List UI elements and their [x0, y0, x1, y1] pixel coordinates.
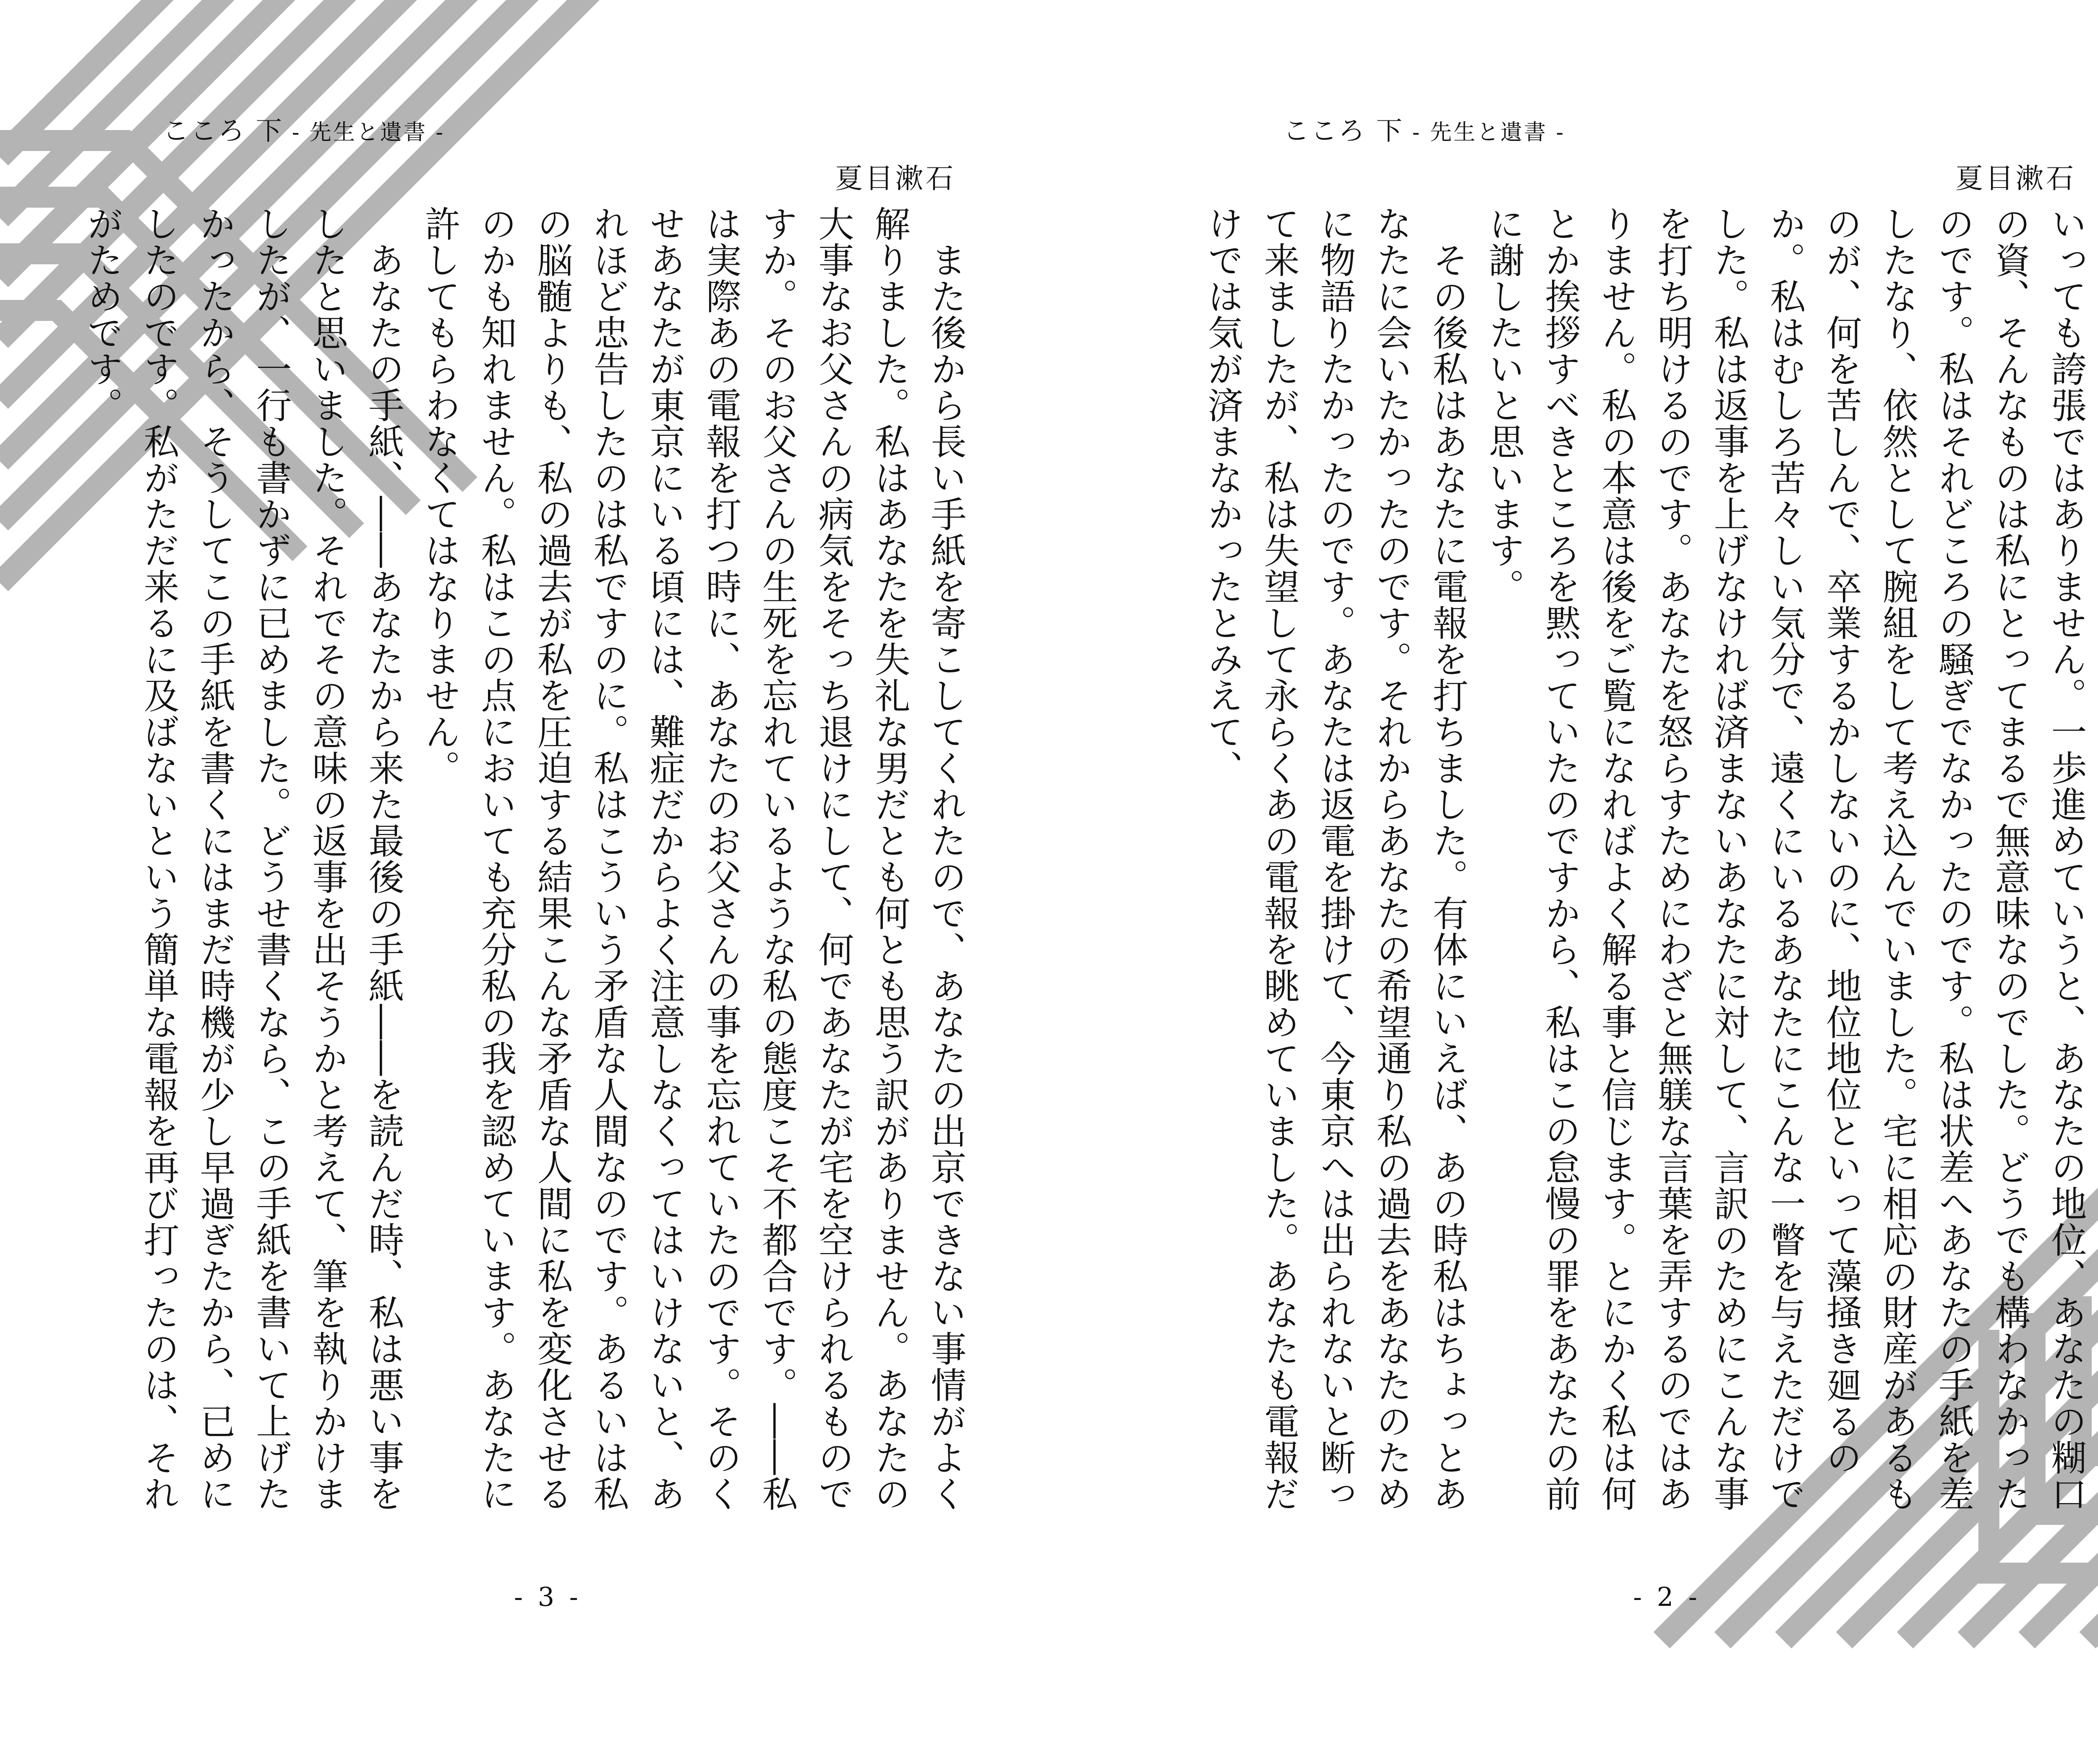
- page-right: [1120, 0, 2098, 1764]
- page-number-3: - 3 -: [514, 1582, 582, 1612]
- book-title: こころ 下: [163, 115, 284, 146]
- book-title-right: こころ 下: [1283, 115, 1404, 146]
- book-subtitle-right: - 先生と遺書 -: [1412, 120, 1565, 145]
- page-number-2: - 2 -: [1633, 1582, 1701, 1612]
- book-subtitle: - 先生と遺書 -: [292, 120, 445, 145]
- book-title-header-right: [1283, 110, 1565, 147]
- body-text-page-3: また後から長い手紙を寄こしてくれたので、あなたの出京できない事情がよく解りました。私はあなたを失礼な男だとも何とも思う訳がありません。あなたの大事なお父さんの病気をそっち退けにして、何であなたが宅を空けられるものですか。そのお父さんの生死を忘れているような私の態度こそ不都合です。――私は実際あの電報を打つ時に、あなたのお父さんの事を忘れていたのです。そのくせあなたが東京にいる頃には、難症だからよく注意しなくってはいけないと、あれほど忠告したのは私ですのに。私はこういう矛盾な人間なのです。あるいは私の脳髄よりも、私の過去が私を圧迫する結果こんな矛盾な人間に私を変化させるのかも知れません。私はこの点においても充分私の我を認めています。あなたに許してもらわなくてはなりません。 あなたの手紙、――あなたから来た最後の手紙――を読んだ時、私は悪い事をしたと思いました。それでその意味の返事を出そうかと考えて、筆を執りかけましたが、一行も書かずに已めました。どうせ書くなら、この手紙を書いて上げたかったから、そうしてこの手紙を書くにはまだ時機が少し早過ぎたから、已めにしたのです。私がただ来るに及ばないという簡単な電報を再び打ったのは、それがためです。: [81, 206, 966, 1512]
- body-text-page-2: いっても誇張ではありません。一歩進めていうと、あなたの地位、あなたの糊口の資、そんなものは私にとってまるで無意味なのでした。どうでも構わなかったのです。私はそれどころの騒ぎでなかったのです。私は状差へあなたの手紙を差したなり、依然として腕組をして考え込んでいました。宅に相応の財産があるものが、何を苦しんで、卒業するかしないのに、地位地位といって藻掻き廻るのか。私はむしろ苦々しい気分で、遠くにいるあなたにこんな一瞥を与えただけでした。私は返事を上げなければ済まないあなたに対して、言訳のためにこんな事を打ち明けるのです。あなたを怒らすためにわざと無躾な言葉を弄するのではありません。私の本意は後をご覧になればよく解る事と信じます。とにかく私は何とか挨拶すべきところを黙っていたのですから、私はこの怠慢の罪をあなたの前に謝したいと思います。 その後私はあなたに電報を打ちました。有体にいえば、あの時私はちょっとあなたに会いたかったのです。それからあなたの希望通り私の過去をあなたのために物語りたかったのです。あなたは返電を掛けて、今東京へは出られないと断って来ましたが、私は失望して永らくあの電報を眺めていました。あなたも電報だけでは気が済まなかったとみえて、: [1202, 206, 2087, 1512]
- author-name: 夏目漱石: [835, 162, 956, 195]
- book-title-header: [163, 110, 445, 147]
- author-name-right: 夏目漱石: [1955, 162, 2076, 195]
